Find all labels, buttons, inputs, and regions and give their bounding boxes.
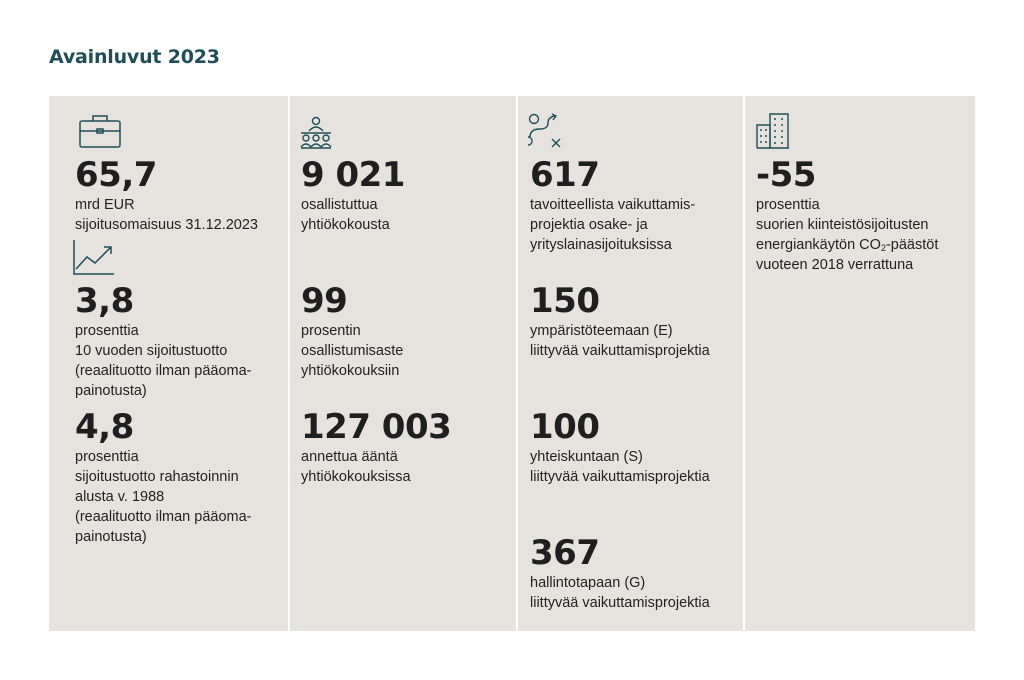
stat-value: 617 (530, 155, 600, 195)
co2-suffix: -päästöt (885, 237, 939, 253)
stat-value: 99 (301, 281, 348, 321)
stat-value: 150 (530, 281, 600, 321)
desc-line: prosenttia (756, 197, 820, 213)
desc-line: suorien kiinteistösijoitusten (756, 217, 929, 233)
desc-line: vuoteen 2018 verrattuna (756, 257, 914, 273)
trend-chart-icon (73, 239, 115, 275)
stat-value: 367 (530, 533, 600, 573)
stat-engagement-projects (530, 155, 735, 255)
stat-description: hallintotapaan (G) liittyvää vaikuttamisprojektia (530, 575, 710, 611)
stat-description: mrd EUR sijoitusomaisuus 31.12.2023 (75, 197, 258, 233)
page-title: Avainluvut 2023 (49, 46, 220, 68)
stat-environmental-projects (530, 281, 735, 361)
briefcase-icon (79, 114, 121, 148)
stat-value: 3,8 (75, 281, 134, 321)
stat-description: prosenttia 10 vuoden sijoitustuotto (reaalituotto ilman pääoma- painotusta) (75, 323, 252, 399)
stat-value: 9 021 (301, 155, 405, 195)
stat-description (756, 195, 971, 275)
stat-description: prosenttia sijoitustuotto rahastoinnin alusta v. 1988 (reaalituotto ilman pääoma- painotusta) (75, 449, 252, 545)
stat-description: tavoitteellista vaikuttamis- projektia osake- ja yrityslainasijoituksissa (530, 197, 696, 253)
stat-return-since-1988 (75, 407, 280, 547)
stat-value: -55 (756, 155, 816, 195)
stat-value: 127 003 (301, 407, 452, 447)
stat-real-estate-emissions (756, 155, 971, 275)
stat-description: osallistuttua yhtiökokousta (301, 197, 390, 233)
stat-votes-cast (301, 407, 506, 487)
stat-value: 65,7 (75, 155, 157, 195)
co2-subscript: 2 (880, 243, 886, 253)
stat-investment-assets (75, 155, 280, 235)
stat-description: prosentin osallistumisaste yhtiökokouksiin (301, 323, 404, 379)
stat-description: yhteiskuntaan (S) liittyvää vaikuttamisprojektia (530, 449, 710, 485)
stat-ten-year-return (75, 281, 280, 401)
strategy-path-icon (528, 113, 564, 149)
stat-value: 100 (530, 407, 600, 447)
meeting-people-icon (299, 116, 333, 150)
stat-social-projects (530, 407, 735, 487)
stat-participation-rate (301, 281, 506, 381)
co2-prefix: energiankäytön CO (756, 237, 881, 253)
buildings-icon (756, 113, 790, 149)
stat-description: ympäristöteemaan (E) liittyvää vaikuttamisprojektia (530, 323, 710, 359)
stat-description: annettua ääntä yhtiökokouksissa (301, 449, 411, 485)
stat-meetings-attended (301, 155, 506, 235)
desc-line-co2 (756, 235, 971, 255)
stat-governance-projects (530, 533, 735, 613)
stat-value: 4,8 (75, 407, 134, 447)
